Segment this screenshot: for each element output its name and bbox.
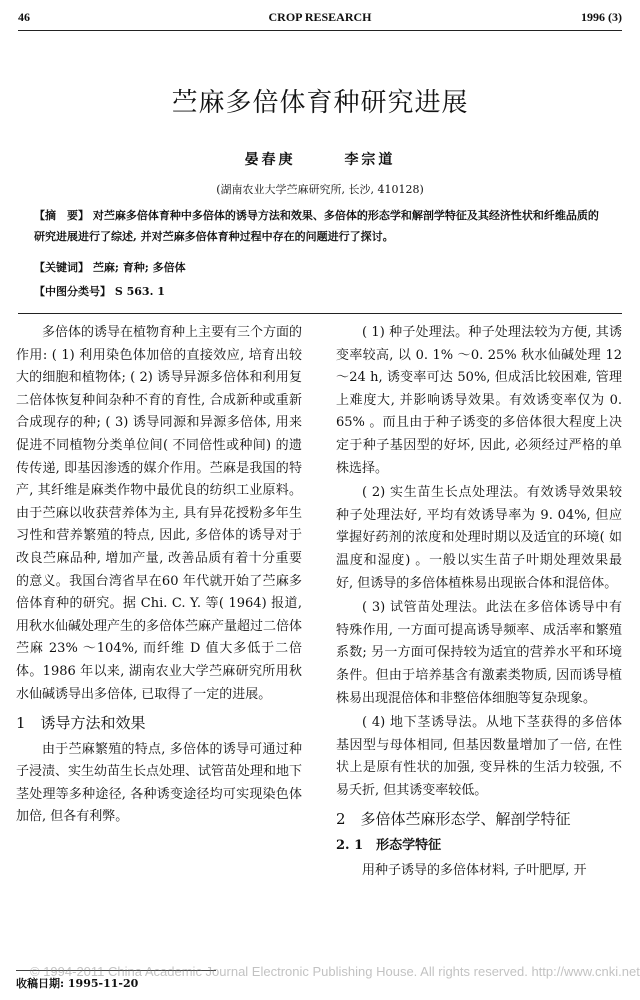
- journal-name: CROP RESEARCH: [268, 10, 372, 24]
- classification-label: 【中图分类号】: [34, 285, 111, 298]
- author-list: [0, 149, 640, 169]
- tissue-culture-paragraph: ( 3) 试管苗处理法。此法在多倍体诱导中有特殊作用, 一方面可提高诱导频率、成活率和繁殖系数; 另一方面可保持较为适宜的营养水平和环境条件。但由于培养基含有激素类物质, 因而诱导植株易出现混倍体和非整倍体细胞等复杂现象。: [336, 600, 622, 706]
- seedling-treatment-paragraph: ( 2) 实生苗生长点处理法。有效诱导效果较种子处理法好, 平均有效诱导率为 9. 04%, 但应掌握好药剂的浓度和处理时期以及适宜的环境( 如温度和湿度) 。一般以实生苗子叶期处理效果最好, 但诱导的多倍体植株易出现嵌合体和混倍体。: [336, 485, 622, 591]
- classification-code: S 563. 1: [114, 285, 165, 298]
- seed-treatment-paragraph: ( 1) 种子处理法。种子处理法较为方便, 其诱变率较高, 以 0. 1% ～0. 25% 秋水仙碱处理 12～24 h, 诱变率可达 50%, 但成活比较困难, 管理上难度大, 并影响诱导效果。有效诱变率仅为 0. 65% 。而且由于种子诱变的多倍体很大程度上决定于种子基因型的好坏, 因此, 必须经过严格的单株选择。: [336, 325, 622, 476]
- author-1: 晏春庚: [244, 152, 296, 168]
- article-title: 苎麻多倍体育种研究进展: [171, 88, 469, 118]
- abstract-text: 对苎麻多倍体育种中多倍体的诱导方法和效果、多倍体的形态学和解剖学特征及其经济性状和纤维品质的研究进展进行了综述, 并对苎麻多倍体育种过程中存在的问题进行了探讨。: [34, 209, 599, 243]
- section-1-heading: 1 诱导方法和效果: [16, 714, 146, 733]
- keywords-text: 苎麻; 育种; 多倍体: [92, 261, 186, 274]
- abstract: [34, 205, 606, 247]
- keywords-label: 【关键词】: [34, 261, 89, 274]
- section-2-heading: 2 多倍体苎麻形态学、解剖学特征: [336, 810, 571, 829]
- affiliation: (湖南农业大学苎麻研究所, 长沙, 410128): [216, 183, 424, 196]
- header-rule: [18, 30, 622, 31]
- keywords: [34, 257, 606, 278]
- page-number: 46: [18, 10, 30, 24]
- issue-label: 1996 (3): [581, 10, 622, 24]
- classification: [34, 281, 606, 302]
- left-column: [16, 322, 302, 831]
- intro-paragraph: 多倍体的诱导在植物育种上主要有三个方面的作用: ( 1) 利用染色体加倍的直接效应, 培育出较大的细胞和植物体; ( 2) 诱导异源多倍体和利用复二倍体恢复种间杂种不育的育性, 合成新种或重新合成现存的种; ( 3) 诱导同源和异源多倍体, 用来促进不同植物分类单位间( 不同倍性或种间) 的遗传传递, 即基因渗透的媒介作用。苎麻是我国的特产, 其纤维是麻类作物中最优良的纺织工业原料。由于苎麻以收获营养体为主, 具有异花授粉多年生习性和营养繁殖的特点, 因此, 多倍体的诱导对于改良苎麻品种, 增加产量, 改善品质有着十分重要的意义。我国台湾省早在60 年代就开始了苎麻多倍体育种的研究。据 Chi. C. Y. 等( 1964) 报道, 用秋水仙碱处理产生的多倍体苎麻产量超过二倍体苎麻 23% ～104%, 而纤维 D 值大多低于二倍体。1986 年以来, 湖南农业大学苎麻研究所用秋水仙碱诱导出多倍体, 已取得了一定的进展。: [16, 325, 303, 702]
- morphology-paragraph: 用种子诱导的多倍体材料, 子叶肥厚, 开: [362, 862, 587, 878]
- received-date: 收稿日期: 1995-11-20: [16, 977, 139, 990]
- right-column: [336, 322, 622, 884]
- watermark: © 1994-2011 China Academic Journal Electronic Publishing House. All rights reserved. http://www.cnki.net: [30, 964, 640, 979]
- abstract-rule: [18, 313, 622, 314]
- section-2-1-heading: 2. 1 形态学特征: [336, 838, 442, 854]
- rhizome-treatment-paragraph: ( 4) 地下茎诱导法。从地下茎获得的多倍体基因型与母体相同, 但基因数量增加了一倍, 在性状上是原有性状的加强, 变异株的生活力较强, 不易夭折, 但其诱变率较低。: [336, 715, 622, 798]
- section-1-paragraph: 由于苎麻繁殖的特点, 多倍体的诱导可通过种子浸渍、实生幼苗生长点处理、试管苗处理和地下茎处理等多种途径, 各种诱变途径均可实现染色体加倍, 但各有利弊。: [16, 741, 303, 825]
- running-header: [18, 10, 622, 28]
- author-2: 李宗道: [344, 152, 396, 168]
- abstract-label: 【摘 要】: [34, 209, 89, 222]
